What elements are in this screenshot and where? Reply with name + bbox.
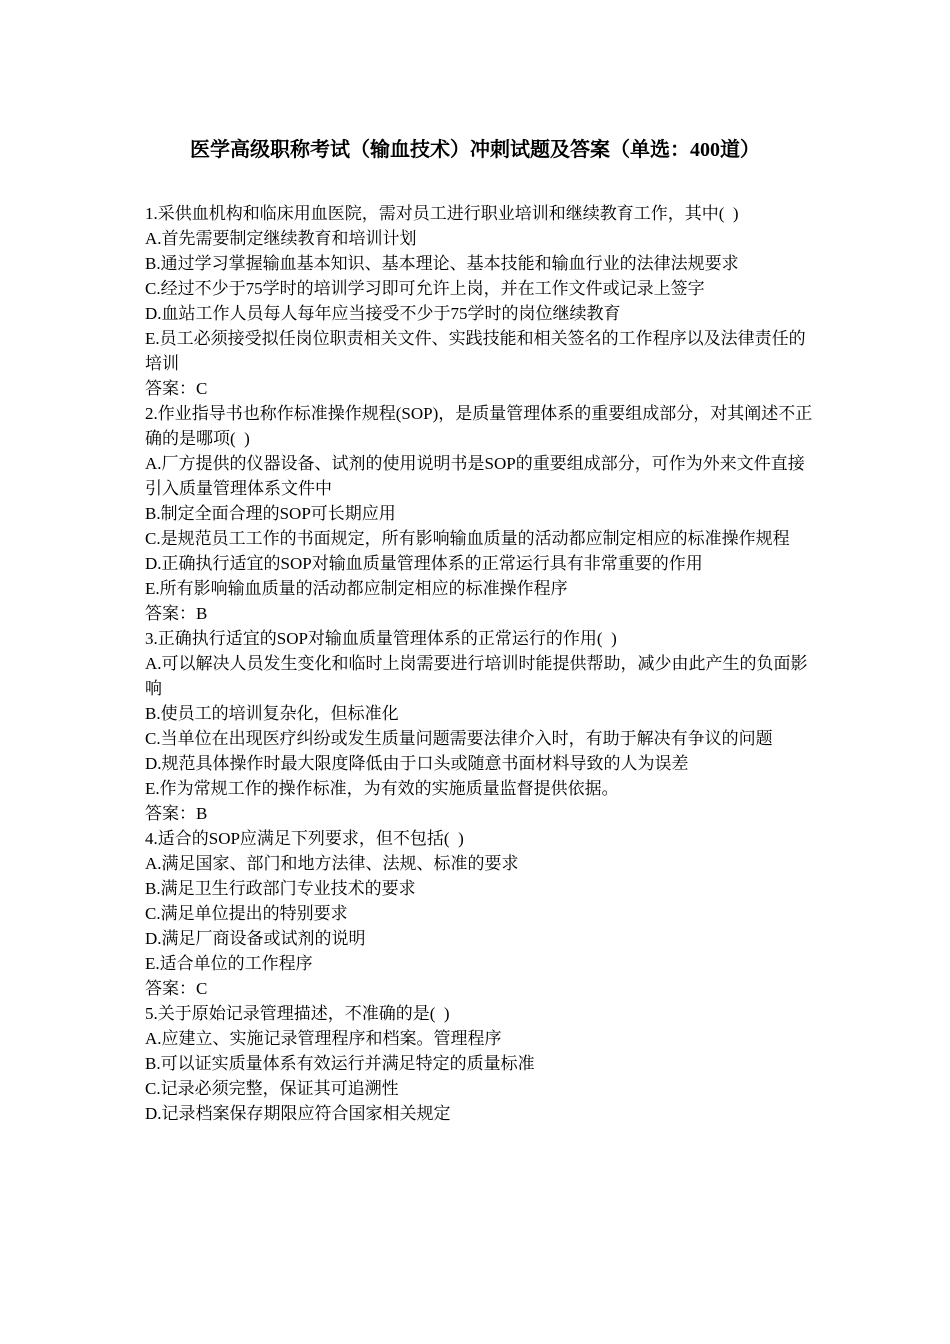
option-text: D.血站工作人员每人每年应当接受不少于75学时的岗位继续教育 bbox=[145, 304, 621, 323]
option-text: A.满足国家、部门和地方法律、法规、标准的要求 bbox=[145, 854, 519, 873]
option-text: E.所有影响输血质量的活动都应制定相应的标准操作程序 bbox=[145, 579, 568, 598]
option-text: B.满足卫生行政部门专业技术的要求 bbox=[145, 879, 416, 898]
option-text: A.首先需要制定继续教育和培训计划 bbox=[145, 229, 417, 248]
question-stem: 1.采供血机构和临床用血医院，需对员工进行职业培训和继续教育工作，其中( ) bbox=[145, 204, 739, 223]
document-body bbox=[145, 201, 813, 1126]
option-text: A.厂方提供的仪器设备、试剂的使用说明书是SOP的重要组成部分，可作为外来文件直接引入质量管理体系文件中 bbox=[145, 454, 805, 498]
answer-text: 答案：B bbox=[145, 604, 208, 623]
option-text: E.作为常规工作的操作标准，为有效的实施质量监督提供依据。 bbox=[145, 779, 619, 798]
option-text: B.通过学习掌握输血基本知识、基本理论、基本技能和输血行业的法律法规要求 bbox=[145, 254, 739, 273]
answer-text: 答案：C bbox=[145, 379, 208, 398]
option-text: A.可以解决人员发生变化和临时上岗需要进行培训时能提供帮助，减少由此产生的负面影响 bbox=[145, 654, 808, 698]
question-stem: 3.正确执行适宜的SOP对输血质量管理体系的正常运行的作用( ) bbox=[145, 629, 617, 648]
option-text: E.员工必须接受拟任岗位职责相关文件、实践技能和相关签名的工作程序以及法律责任的培训 bbox=[145, 329, 806, 373]
option-text: B.可以证实质量体系有效运行并满足特定的质量标准 bbox=[145, 1054, 535, 1073]
question-stem: 2.作业指导书也称作标准操作规程(SOP)，是质量管理体系的重要组成部分，对其阐述不正确的是哪项( ) bbox=[145, 404, 813, 448]
option-text: D.正确执行适宜的SOP对输血质量管理体系的正常运行具有非常重要的作用 bbox=[145, 554, 703, 573]
option-text: C.满足单位提出的特别要求 bbox=[145, 904, 348, 923]
option-text: D.满足厂商设备或试剂的说明 bbox=[145, 929, 366, 948]
option-text: C.是规范员工工作的书面规定，所有影响输血质量的活动都应制定相应的标准操作规程 bbox=[145, 529, 790, 548]
option-text: B.制定全面合理的SOP可长期应用 bbox=[145, 504, 396, 523]
option-text: C.经过不少于75学时的培训学习即可允许上岗，并在工作文件或记录上签字 bbox=[145, 279, 705, 298]
option-text: A.应建立、实施记录管理程序和档案。管理程序 bbox=[145, 1029, 502, 1048]
option-text: D.规范具体操作时最大限度降低由于口头或随意书面材料导致的人为误差 bbox=[145, 754, 689, 773]
question-stem: 5.关于原始记录管理描述，不准确的是( ) bbox=[145, 1004, 450, 1023]
answer-text: 答案：B bbox=[145, 804, 208, 823]
document-title: 医学高级职称考试（输血技术）冲刺试题及答案（单选：400道） bbox=[190, 139, 760, 161]
option-text: C.当单位在出现医疗纠纷或发生质量问题需要法律介入时，有助于解决有争议的问题 bbox=[145, 729, 773, 748]
option-text: C.记录必须完整，保证其可追溯性 bbox=[145, 1079, 399, 1098]
option-text: B.使员工的培训复杂化，但标准化 bbox=[145, 704, 399, 723]
question-stem: 4.适合的SOP应满足下列要求，但不包括( ) bbox=[145, 829, 464, 848]
option-text: D.记录档案保存期限应符合国家相关规定 bbox=[145, 1104, 451, 1123]
option-text: E.适合单位的工作程序 bbox=[145, 954, 313, 973]
answer-text: 答案：C bbox=[145, 979, 208, 998]
